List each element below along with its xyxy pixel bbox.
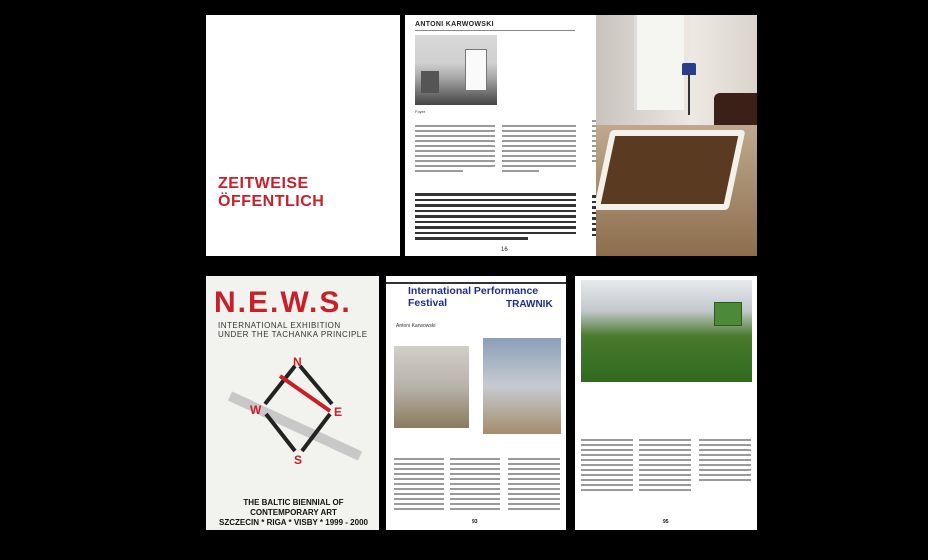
page-festival-left — [386, 276, 568, 530]
performance-photo-1 — [394, 346, 469, 428]
biennial-title: THE BALTIC BIENNIAL OF CONTEMPORARY ART — [243, 498, 344, 517]
performance-photo-2 — [483, 338, 561, 434]
news-logo: N.E.W.S. — [214, 286, 352, 319]
lamp-stem — [688, 75, 690, 115]
heading-rule — [415, 30, 575, 31]
news-subtitle: INTERNATIONAL EXHIBITION UNDER THE TACHANKA PRINCIPLE — [218, 321, 368, 339]
compass-w: W — [250, 403, 262, 417]
page-number-95: 95 — [663, 519, 669, 525]
window — [634, 15, 684, 110]
green-flag — [714, 302, 742, 326]
body-text-block-2 — [502, 125, 576, 175]
compass-n: N — [293, 356, 302, 369]
page-installation-photo — [596, 15, 757, 256]
bold-quote-block — [415, 193, 576, 243]
compass-graphic — [220, 356, 370, 466]
biennial-text — [216, 498, 371, 528]
compass-e: E — [334, 405, 343, 419]
page-number: 16 — [501, 247, 508, 253]
festival-text-col-1 — [394, 458, 444, 513]
compass-s: S — [294, 453, 303, 466]
body-text-block-1 — [415, 125, 495, 175]
door-shape — [465, 49, 487, 91]
page-zeitweise-cover — [206, 15, 400, 256]
right-text-col-1 — [581, 439, 633, 494]
festival-rule — [386, 282, 568, 284]
soil-bed-installation — [596, 130, 746, 210]
photo-caption: Foyer — [415, 109, 426, 114]
right-text-col-3 — [699, 439, 751, 484]
right-text-col-2 — [639, 439, 691, 494]
festival-text-col-3 — [508, 458, 560, 513]
festival-text-col-2 — [450, 458, 500, 513]
page-festival-right — [575, 276, 757, 530]
spread-left-column — [405, 15, 580, 256]
cover-title: ZEITWEISE ÖFFENTLICH — [218, 175, 325, 210]
author-heading: ANTONI KARWOWSKI — [415, 21, 494, 28]
page-number-93: 93 — [472, 519, 478, 525]
bench-shape — [421, 71, 439, 93]
foyer-photo — [415, 35, 497, 105]
biennial-cities: SZCZECIN * RIGA * VISBY * 1999 - 2000 — [219, 518, 368, 527]
festival-trawnik: TRAWNIK — [506, 299, 553, 310]
page-news-cover — [206, 276, 379, 530]
lawn-performance-photo — [581, 280, 752, 382]
festival-title: International Performance Festival — [408, 285, 539, 309]
festival-author: Antoni Karwowski — [396, 323, 436, 329]
lamp-shade — [682, 63, 696, 75]
arrow-ne — [300, 366, 332, 404]
